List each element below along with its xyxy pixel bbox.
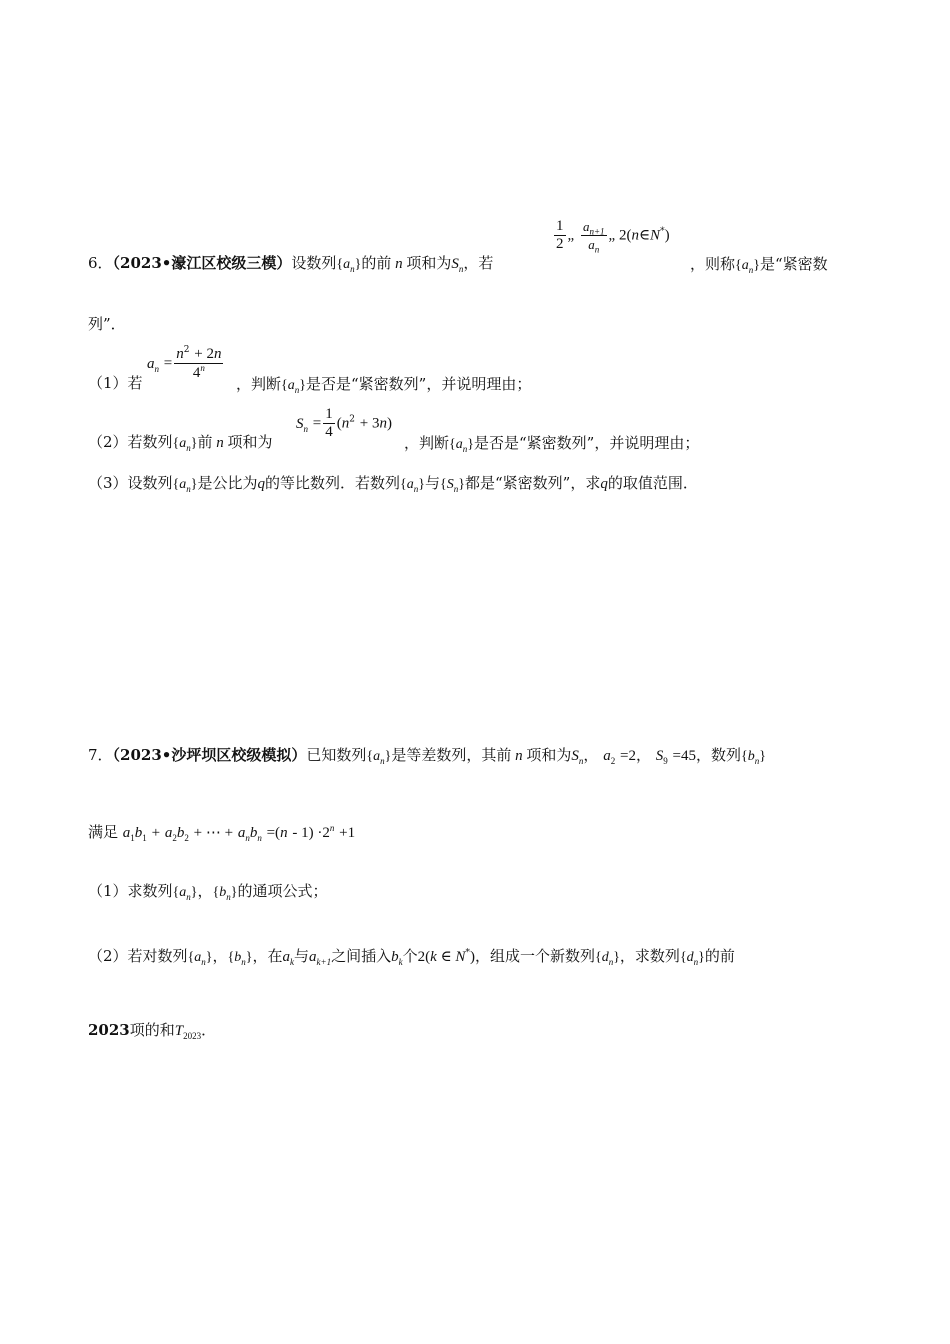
q7-line2: 满足 $a_1b_1 + a_2b_2$ + ⋯ + $a_nb_n =(n - 1) \cdot 2^n +1$ <box>88 823 356 843</box>
q6-part1-formula: $a_n$ = $\frac{n^2 + 2n}{4^n}$ <box>147 345 222 381</box>
q6-part2-text: ，判断$\{a_n\}$是否是“紧密数列”，并说明理由； <box>404 434 700 454</box>
q6-source: （2023•濠江区校级三模） <box>112 254 292 272</box>
q6-part2-formula: $S_n$ = $\frac{1}{4}$ $(n^2 + 3n)$ <box>296 406 392 440</box>
q6-part1: （1）若 <box>88 374 143 392</box>
q7-part1: （1）求数列$\{a_n\}$，$\{b_n\}$的通项公式； <box>88 882 328 902</box>
q6-condition-formula: $\frac{1}{2}$ „ $\frac{a_{n+1}}{a_n}$ „ 2(n∈N*) <box>556 218 670 255</box>
q6-seq-an: $\{a_n\}$ <box>336 257 362 274</box>
q6-line1-end: ，则称$\{a_n\}$是“紧密数 <box>690 255 828 275</box>
q7-source: （2023•沙坪坝区校级模拟） <box>112 746 307 764</box>
q6-part3: （3）设数列$\{a_n\}$是公比为q的等比数列．若数列$\{a_n\}$与$\{S_n\}$都是“紧密数列”，求q的取值范围． <box>88 474 698 494</box>
q7-number: 7． <box>88 746 113 764</box>
q7-line1: 7．（2023•沙坪坝区校级模拟）已知数列$\{a_n\}$是等差数列，其前 n 项和为$S_n$， $a_2 =2$， $S_9 =45$，数列$\{b_n\}$ <box>88 746 766 766</box>
q6-part2: （2）若数列$\{a_n\}$前 n 项和为 <box>88 433 273 453</box>
q6-part1-text: ，判断$\{a_n\}$是否是“紧密数列”，并说明理由； <box>236 375 532 395</box>
q6-line1: 6．（2023•濠江区校级三模）设数列$\{a_n\}$的前 n 项和为$S_n$，若 <box>88 254 494 274</box>
q6-Sn: $S_n$ <box>451 256 464 274</box>
q6-line2: 列”． <box>88 315 126 333</box>
q7-line-last: 2023项的和$T_{2023}$． <box>88 1021 217 1041</box>
q7-part2: （2）若对数列$\{a_n\}$，$\{b_n\}$，在$a_k$与$a_{k+1}$之间插入$b_k$个2(k ∈ N*)，组成一个新数列$\{d_n\}$，求数列$\{d_n\}$的前 <box>88 947 735 967</box>
q6-number: 6． <box>88 254 113 272</box>
q7-sum-formula: $a_1b_1 + a_2b_2$ + ⋯ + $a_nb_n =(n - 1) \cdot 2^n +1$ <box>122 823 356 843</box>
